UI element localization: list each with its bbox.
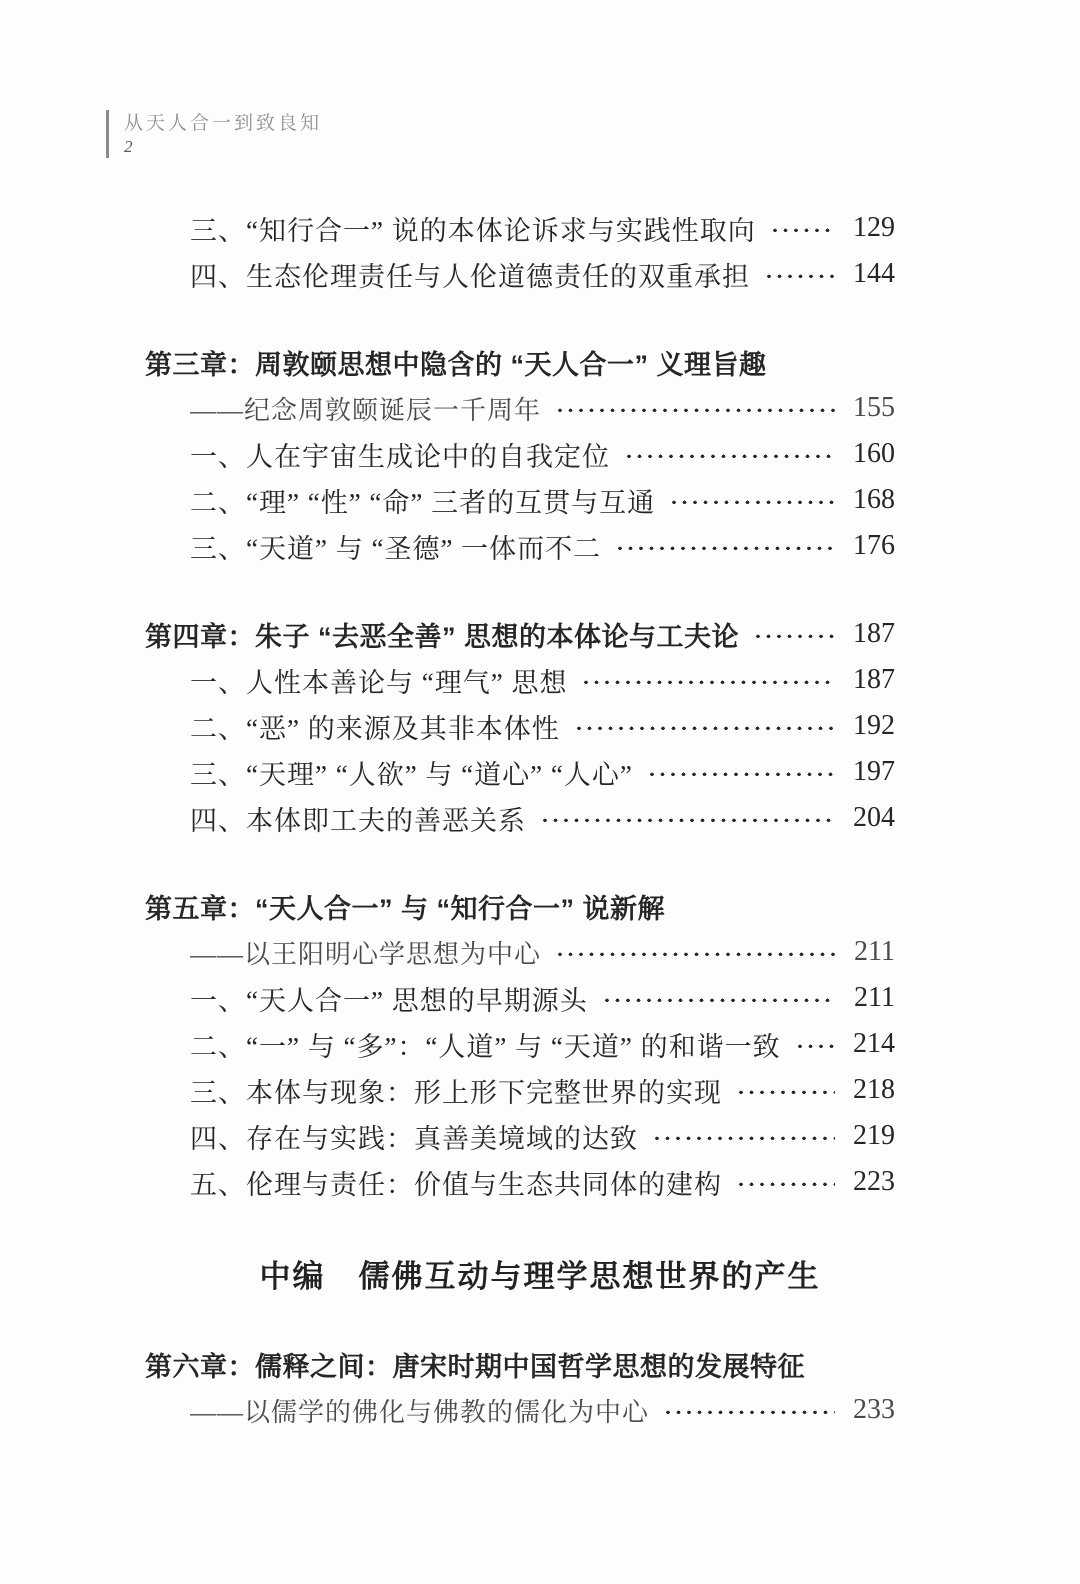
toc-page-number: 168	[853, 484, 895, 515]
dot-leader	[602, 983, 835, 1013]
page-number: 2	[124, 137, 133, 156]
toc-page-number: 129	[853, 212, 895, 243]
toc-entry-label: 三、“天理” “人欲” 与 “道心” “人心”	[190, 759, 633, 790]
dot-leader	[795, 1029, 835, 1059]
toc-row	[0, 883, 1080, 929]
toc-row	[0, 611, 1080, 657]
toc-entry-label: 第六章：儒释之间：唐宋时期中国哲学思想的发展特征	[145, 1351, 805, 1382]
toc-row	[0, 929, 1080, 975]
toc-entry-label: 一、人性本善论与 “理气” 思想	[190, 667, 568, 698]
toc-page-number: 197	[853, 756, 895, 787]
toc-row	[0, 251, 1080, 297]
toc-page-number: 218	[853, 1074, 895, 1105]
dot-leader	[581, 665, 835, 695]
toc-row	[0, 431, 1080, 477]
toc-entry-label: 一、“天人合一” 思想的早期源头	[190, 985, 588, 1016]
toc-row	[0, 1247, 1080, 1299]
toc-row	[0, 1341, 1080, 1387]
toc-row	[0, 975, 1080, 1021]
toc-page-number: 192	[853, 710, 895, 741]
toc-row	[0, 795, 1080, 841]
dot-leader	[652, 1121, 835, 1151]
toc-entry-label: 四、存在与实践：真善美境域的达致	[190, 1123, 638, 1154]
toc-list	[0, 205, 1080, 1433]
toc-entry-label: 一、人在宇宙生成论中的自我定位	[190, 441, 610, 472]
toc-entry-label: 第三章：周敦颐思想中隐含的 “天人合一” 义理旨趣	[145, 349, 767, 380]
toc-page-number: 155	[853, 392, 895, 423]
toc-row	[0, 205, 1080, 251]
header-rule	[106, 110, 109, 158]
toc-row	[0, 1067, 1080, 1113]
toc-row	[0, 703, 1080, 749]
toc-page-number: 219	[853, 1120, 895, 1151]
toc-row	[0, 1021, 1080, 1067]
toc-row	[0, 1113, 1080, 1159]
header-text	[124, 110, 322, 158]
dot-leader	[540, 803, 835, 833]
book-title: 从天人合一到致良知	[124, 113, 323, 134]
toc-row	[0, 339, 1080, 385]
dot-leader	[615, 531, 835, 561]
toc-page-number: 223	[853, 1166, 895, 1197]
toc-entry-label: ——以儒学的佛化与佛教的儒化为中心	[190, 1397, 650, 1427]
toc-row	[0, 1387, 1080, 1433]
dot-leader	[669, 485, 835, 515]
toc-row	[0, 657, 1080, 703]
toc-page-number: 160	[853, 438, 895, 469]
dot-leader	[770, 213, 835, 243]
dot-leader	[736, 1075, 835, 1105]
toc-entry-label: ——以王阳明心学思想为中心	[190, 939, 542, 969]
toc-entry-label: ——纪念周敦颐诞辰一千周年	[190, 395, 542, 425]
toc-row	[0, 1159, 1080, 1205]
dot-leader	[753, 619, 835, 649]
toc-entry-label: 三、“知行合一” 说的本体论诉求与实践性取向	[190, 215, 756, 246]
toc-row	[0, 385, 1080, 431]
toc-page-number: 204	[853, 802, 895, 833]
toc-page-number: 214	[853, 1028, 895, 1059]
dot-leader	[647, 757, 835, 787]
toc-page-number: 211	[854, 982, 895, 1013]
toc-entry-label: 四、生态伦理责任与人伦道德责任的双重承担	[190, 261, 750, 292]
dot-leader	[736, 1167, 835, 1197]
dot-leader	[764, 259, 835, 289]
dot-leader	[663, 1395, 835, 1425]
toc-page-number: 176	[853, 530, 895, 561]
toc-page-number: 144	[853, 258, 895, 289]
toc-entry-label: 第四章：朱子 “去恶全善” 思想的本体论与工夫论	[145, 621, 740, 652]
toc-entry-label: 三、本体与现象：形上形下完整世界的实现	[190, 1077, 722, 1108]
toc-row	[0, 749, 1080, 795]
toc-entry-label: 二、“一” 与 “多”：“人道” 与 “天道” 的和谐一致	[190, 1031, 781, 1062]
toc-row	[0, 477, 1080, 523]
toc-row	[0, 523, 1080, 569]
toc-entry-label: 四、本体即工夫的善恶关系	[190, 805, 526, 836]
toc-entry-label: 三、“天道” 与 “圣德” 一体而不二	[190, 533, 602, 564]
running-header	[106, 110, 322, 158]
dot-leader	[624, 439, 835, 469]
dot-leader	[574, 711, 835, 741]
toc-entry-label: 二、“理” “性” “命” 三者的互贯与互通	[190, 487, 656, 518]
toc-page-number: 187	[853, 664, 895, 695]
toc-entry-label: 二、“恶” 的来源及其非本体性	[190, 713, 560, 744]
toc-page-number: 211	[854, 936, 895, 967]
toc-page-number: 187	[853, 618, 895, 649]
toc-entry-label: 五、伦理与责任：价值与生态共同体的建构	[190, 1169, 722, 1200]
toc-page-number: 233	[853, 1394, 895, 1425]
toc-entry-label: 中编 儒佛互动与理学思想世界的产生	[259, 1258, 821, 1294]
toc-entry-label: 第五章：“天人合一” 与 “知行合一” 说新解	[145, 893, 666, 924]
dot-leader	[555, 937, 835, 967]
dot-leader	[555, 393, 835, 423]
